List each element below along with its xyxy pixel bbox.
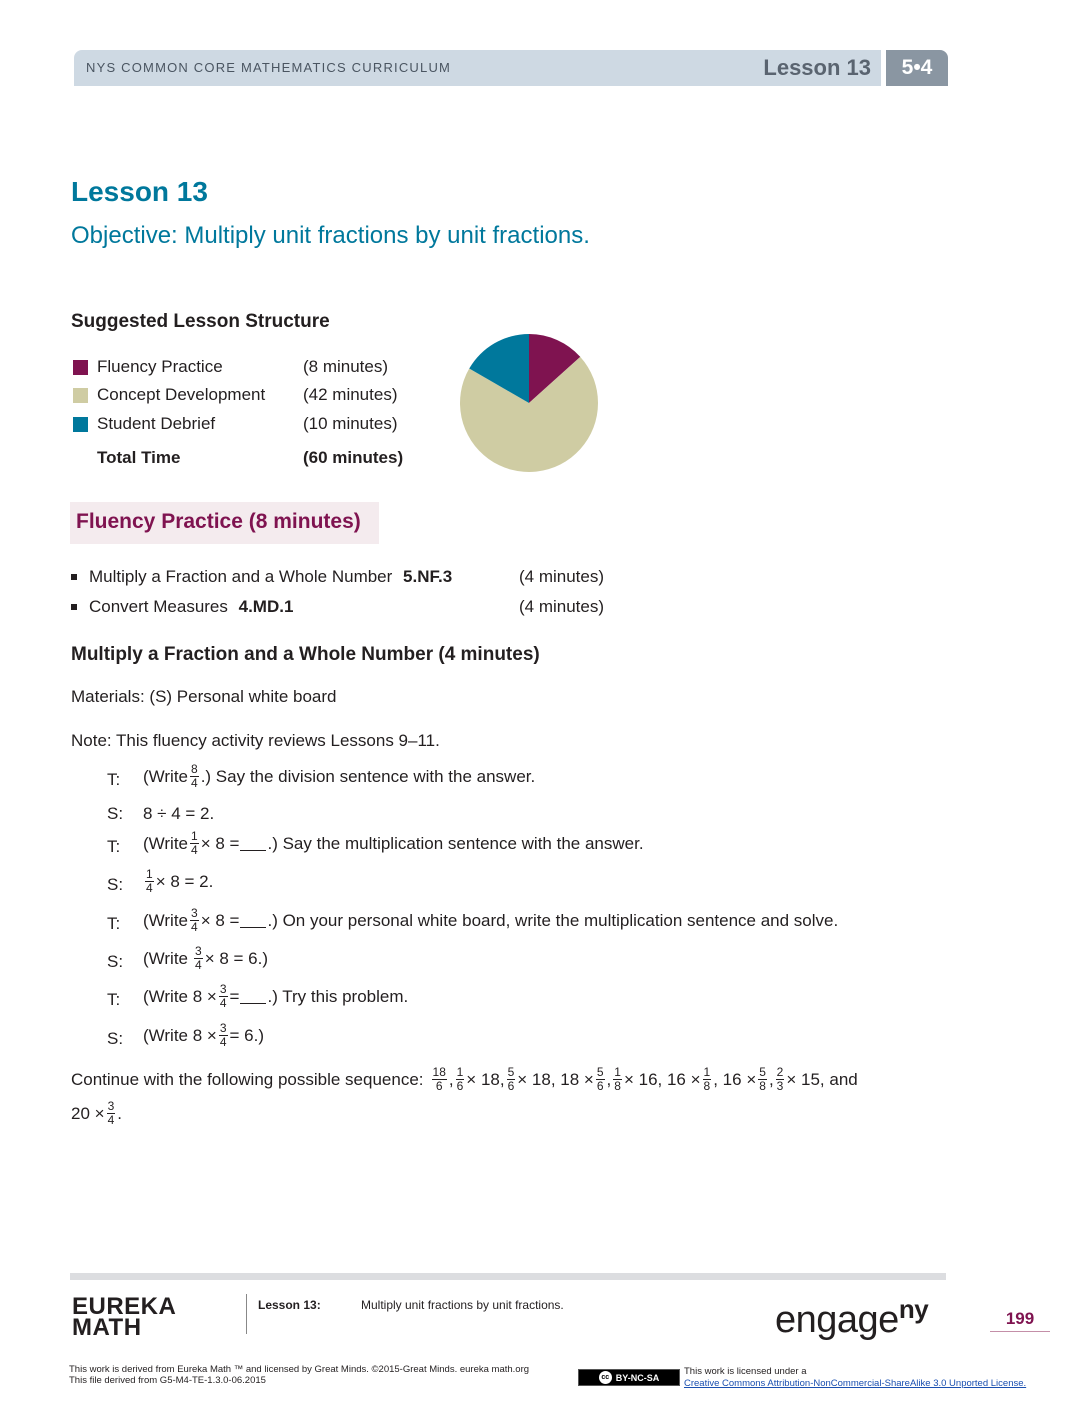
- dialogue-text: .) Try this problem.: [267, 986, 409, 1006]
- bullet-icon: [71, 604, 77, 610]
- license-line-1: This work is licensed under a: [684, 1366, 807, 1377]
- dialogue-text: (Write: [143, 910, 189, 930]
- fraction: $\frac{18}{6}$: [432, 1065, 446, 1093]
- activity-time: (4 minutes): [519, 567, 605, 586]
- sequence-text: × 18,: [466, 1069, 505, 1089]
- dialogue-text: (Write: [143, 766, 189, 786]
- derived-notice-1: This work is derived from Eureka Math ™ and licensed by Great Minds. ©2015-Great Minds. eureka math.org: [69, 1364, 530, 1375]
- dialogue-text: × 8 = 2.: [155, 871, 214, 891]
- fraction: $\frac{1}{8}$: [614, 1065, 621, 1093]
- total-label: Total Time: [97, 448, 181, 467]
- speaker-label: S:: [107, 1029, 124, 1048]
- sequence-line-1: [71, 1066, 858, 1093]
- curriculum-label: NYS COMMON CORE MATHEMATICS CURRICULUM: [86, 60, 452, 75]
- lesson-objective: Objective: Multiply unit fractions by unit fractions.: [71, 222, 590, 249]
- sequence-text: 20 ×: [71, 1103, 105, 1123]
- footer-lesson-label: Lesson 13:: [258, 1298, 321, 1312]
- fraction: $\frac{3}{4}$: [107, 1099, 115, 1127]
- logo-line: MATH: [72, 1314, 142, 1341]
- speaker-label: S:: [107, 875, 124, 894]
- structure-heading: Suggested Lesson Structure: [71, 311, 330, 332]
- structure-item-time: (10 minutes): [303, 414, 398, 433]
- structure-item-name: Concept Development: [97, 385, 266, 404]
- structure-item-time: (42 minutes): [303, 385, 398, 404]
- engageny-logo: [775, 1294, 928, 1342]
- dialogue-text: (Write 8 ×: [143, 1025, 217, 1045]
- bullet-icon: [71, 574, 77, 580]
- fraction: $\frac{3}{4}$: [219, 982, 227, 1010]
- sequence-text: × 18, 18 ×: [517, 1069, 594, 1089]
- answer-blank: [240, 837, 266, 851]
- footer-rule: [70, 1273, 946, 1280]
- logo-line: EUREKA: [72, 1293, 177, 1320]
- speaker-label: T:: [107, 837, 121, 856]
- sequence-text: Continue with the following possible sequence:: [71, 1069, 424, 1089]
- activity-standard: 5.NF.3: [403, 567, 453, 586]
- speaker-label: S:: [107, 804, 124, 823]
- fraction: $\frac{3}{4}$: [195, 944, 202, 972]
- speaker-label: T:: [107, 914, 121, 933]
- legend-swatch-fluency: [73, 360, 88, 375]
- dialogue-text: .) Say the multiplication sentence with the answer.: [267, 833, 644, 853]
- dialogue-text: × 8 =: [200, 833, 240, 853]
- logo-text: engage: [775, 1299, 899, 1341]
- dialogue-text: .) On your personal white board, write the multiplication sentence and solve.: [267, 910, 839, 930]
- structure-item-name: Fluency Practice: [97, 357, 223, 376]
- speaker-label: S:: [107, 952, 124, 971]
- dialogue-text: (Write: [143, 833, 189, 853]
- fraction: $\frac{8}{4}$: [191, 762, 198, 790]
- dialogue-text: × 8 = 6.): [204, 948, 269, 968]
- cc-icon: cc: [599, 1371, 612, 1384]
- speaker-label: T:: [107, 770, 121, 789]
- dialogue-text: (Write 8 ×: [143, 986, 217, 1006]
- fraction: $\frac{5}{6}$: [507, 1065, 515, 1093]
- sequence-text: .: [117, 1103, 122, 1123]
- fraction: $\frac{5}{8}$: [759, 1065, 766, 1093]
- total-time: (60 minutes): [303, 448, 404, 467]
- footer-divider: [246, 1294, 247, 1334]
- structure-item-name: Student Debrief: [97, 414, 216, 433]
- fraction: $\frac{1}{4}$: [146, 867, 153, 895]
- structure-item-time: (8 minutes): [303, 357, 389, 376]
- lesson-title: Lesson 13: [71, 176, 208, 207]
- eureka-math-logo: [72, 1293, 177, 1341]
- sequence-text: , 16 ×: [713, 1069, 757, 1089]
- fluency-heading-box: [70, 502, 379, 544]
- fraction: $\frac{3}{4}$: [191, 906, 198, 934]
- activity-time: (4 minutes): [519, 597, 605, 616]
- materials-line: Materials: (S) Personal white board: [71, 687, 337, 706]
- fraction: $\frac{2}{3}$: [776, 1065, 784, 1093]
- page-number: 199: [990, 1309, 1050, 1332]
- sequence-text: × 16, 16 ×: [623, 1069, 701, 1089]
- sequence-text: ,: [448, 1069, 454, 1089]
- lesson-structure-pie-chart: [458, 332, 600, 474]
- activity-name: Convert Measures: [89, 597, 228, 616]
- fraction: $\frac{1}{8}$: [703, 1065, 711, 1093]
- fraction: $\frac{3}{4}$: [219, 1021, 227, 1049]
- fluency-heading: Fluency Practice (8 minutes): [76, 510, 361, 533]
- dialogue-text: × 8 =: [200, 910, 240, 930]
- cc-label: BY-NC-SA: [615, 1372, 660, 1383]
- module-badge: 5•4: [886, 50, 948, 86]
- fraction: $\frac{1}{6}$: [456, 1065, 464, 1093]
- legend-swatch-debrief: [73, 417, 88, 432]
- dialogue-text: =: [229, 986, 240, 1006]
- dialogue-text: .) Say the division sentence with the answer.: [200, 766, 536, 786]
- dialogue-text: (Write: [143, 948, 189, 968]
- dialogue-text: 8 ÷ 4 = 2.: [143, 804, 215, 823]
- section-heading: Multiply a Fraction and a Whole Number (4 minutes): [71, 644, 540, 665]
- fraction: $\frac{1}{4}$: [191, 829, 198, 857]
- cc-license-badge[interactable]: [578, 1369, 680, 1386]
- header-banner: [74, 50, 881, 86]
- header-lesson-label: Lesson 13: [763, 55, 871, 80]
- legend-swatch-concept: [73, 388, 88, 403]
- logo-text: ny: [898, 1294, 929, 1324]
- sequence-line-2: [71, 1100, 122, 1127]
- fraction: $\frac{5}{6}$: [596, 1065, 604, 1093]
- sequence-text: × 15, and: [786, 1069, 858, 1089]
- sequence-text: ,: [606, 1069, 612, 1089]
- dialogue-text: = 6.): [229, 1025, 265, 1045]
- activity-standard: 4.MD.1: [238, 597, 294, 616]
- answer-blank: [240, 990, 266, 1004]
- license-link[interactable]: Creative Commons Attribution-NonCommercial-ShareAlike 3.0 Unported License.: [684, 1378, 1027, 1389]
- footer-lesson-topic: Multiply unit fractions by unit fractions.: [361, 1298, 564, 1312]
- answer-blank: [240, 914, 266, 928]
- activity-name: Multiply a Fraction and a Whole Number: [89, 567, 393, 586]
- sequence-text: ,: [768, 1069, 774, 1089]
- speaker-label: T:: [107, 990, 121, 1009]
- derived-notice-2: This file derived from G5-M4-TE-1.3.0-06.2015: [69, 1375, 266, 1386]
- note-line: Note: This fluency activity reviews Lessons 9–11.: [71, 731, 440, 750]
